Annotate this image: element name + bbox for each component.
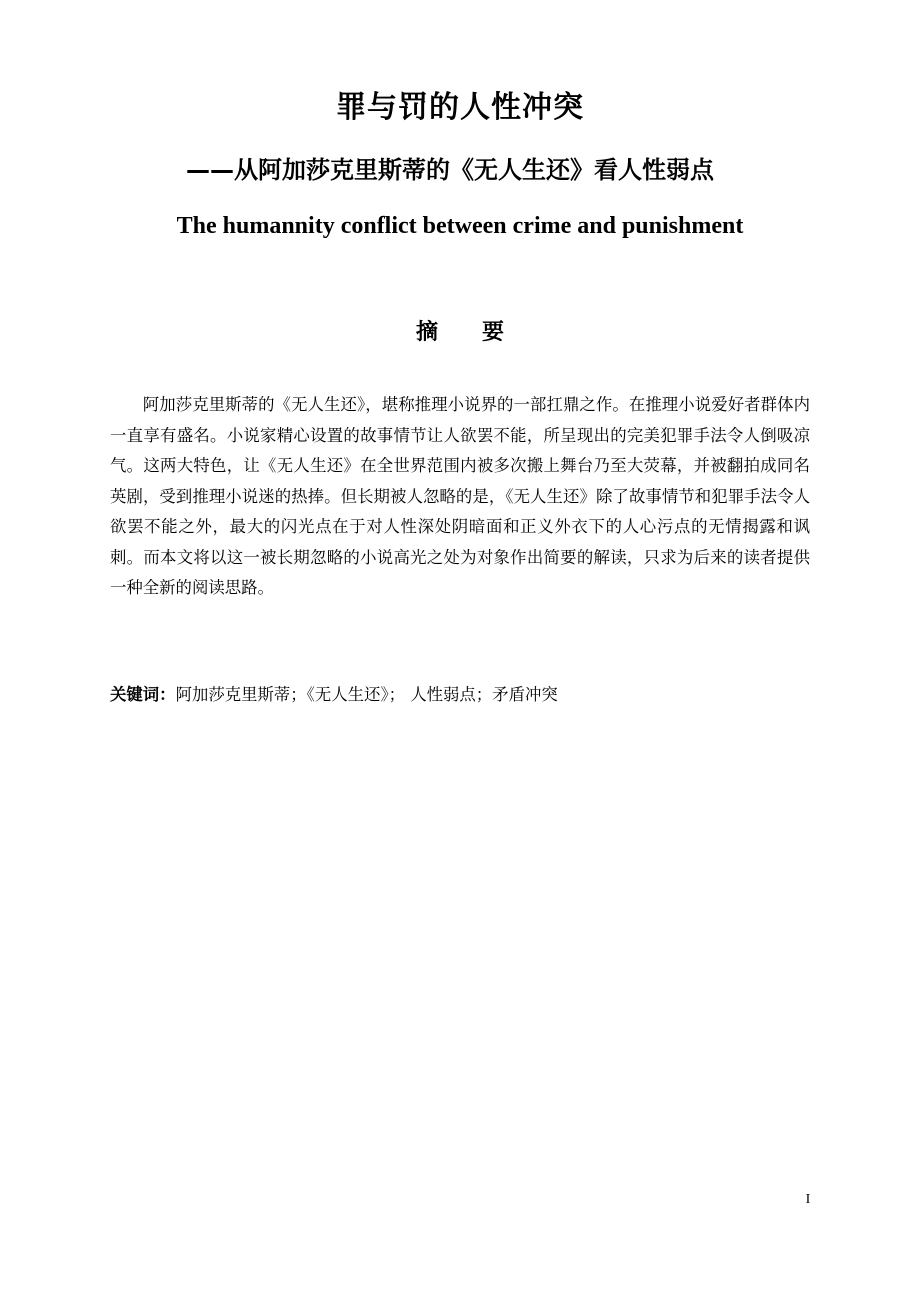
abstract-body: 阿加莎克里斯蒂的《无人生还》，堪称推理小说界的一部扛鼎之作。在推理小说爱好者群体内一直享有盛名。小说家精心设置的故事情节让人欲罢不能，所呈现出的完美犯罪手法令人倒吸凉气。这两大特色，让《无人生还》在全世界范围内被多次搬上舞台乃至大荧幕，并被翻拍成同名英剧，受到推理小说迷的热捧。但长期被人忽略的是，《无人生还》除了故事情节和犯罪手法令人欲罢不能之外，最大的闪光点在于对人性深处阴暗面和正义外衣下的人心污点的无情揭露和讽刺。而本文将以这一被长期忽略的小说高光之处为对象作出简要的解读，只求为后来的读者提供一种全新的阅读思路。 (110, 395, 810, 597)
document-subtitle: ——从阿加莎克里斯蒂的《无人生还》看人性弱点 (186, 156, 714, 184)
page-number: I (805, 1192, 811, 1207)
keywords-label: 关键词： (110, 685, 176, 704)
keywords-text: 阿加莎克里斯蒂；《无人生还》； 人性弱点；矛盾冲突 (175, 685, 558, 704)
keywords-line (110, 680, 810, 710)
document-title: 罪与罚的人性冲突 (336, 90, 584, 125)
abstract-heading: 摘要 (415, 320, 548, 345)
english-title: The humannity conflict between crime and punishment (176, 213, 744, 239)
